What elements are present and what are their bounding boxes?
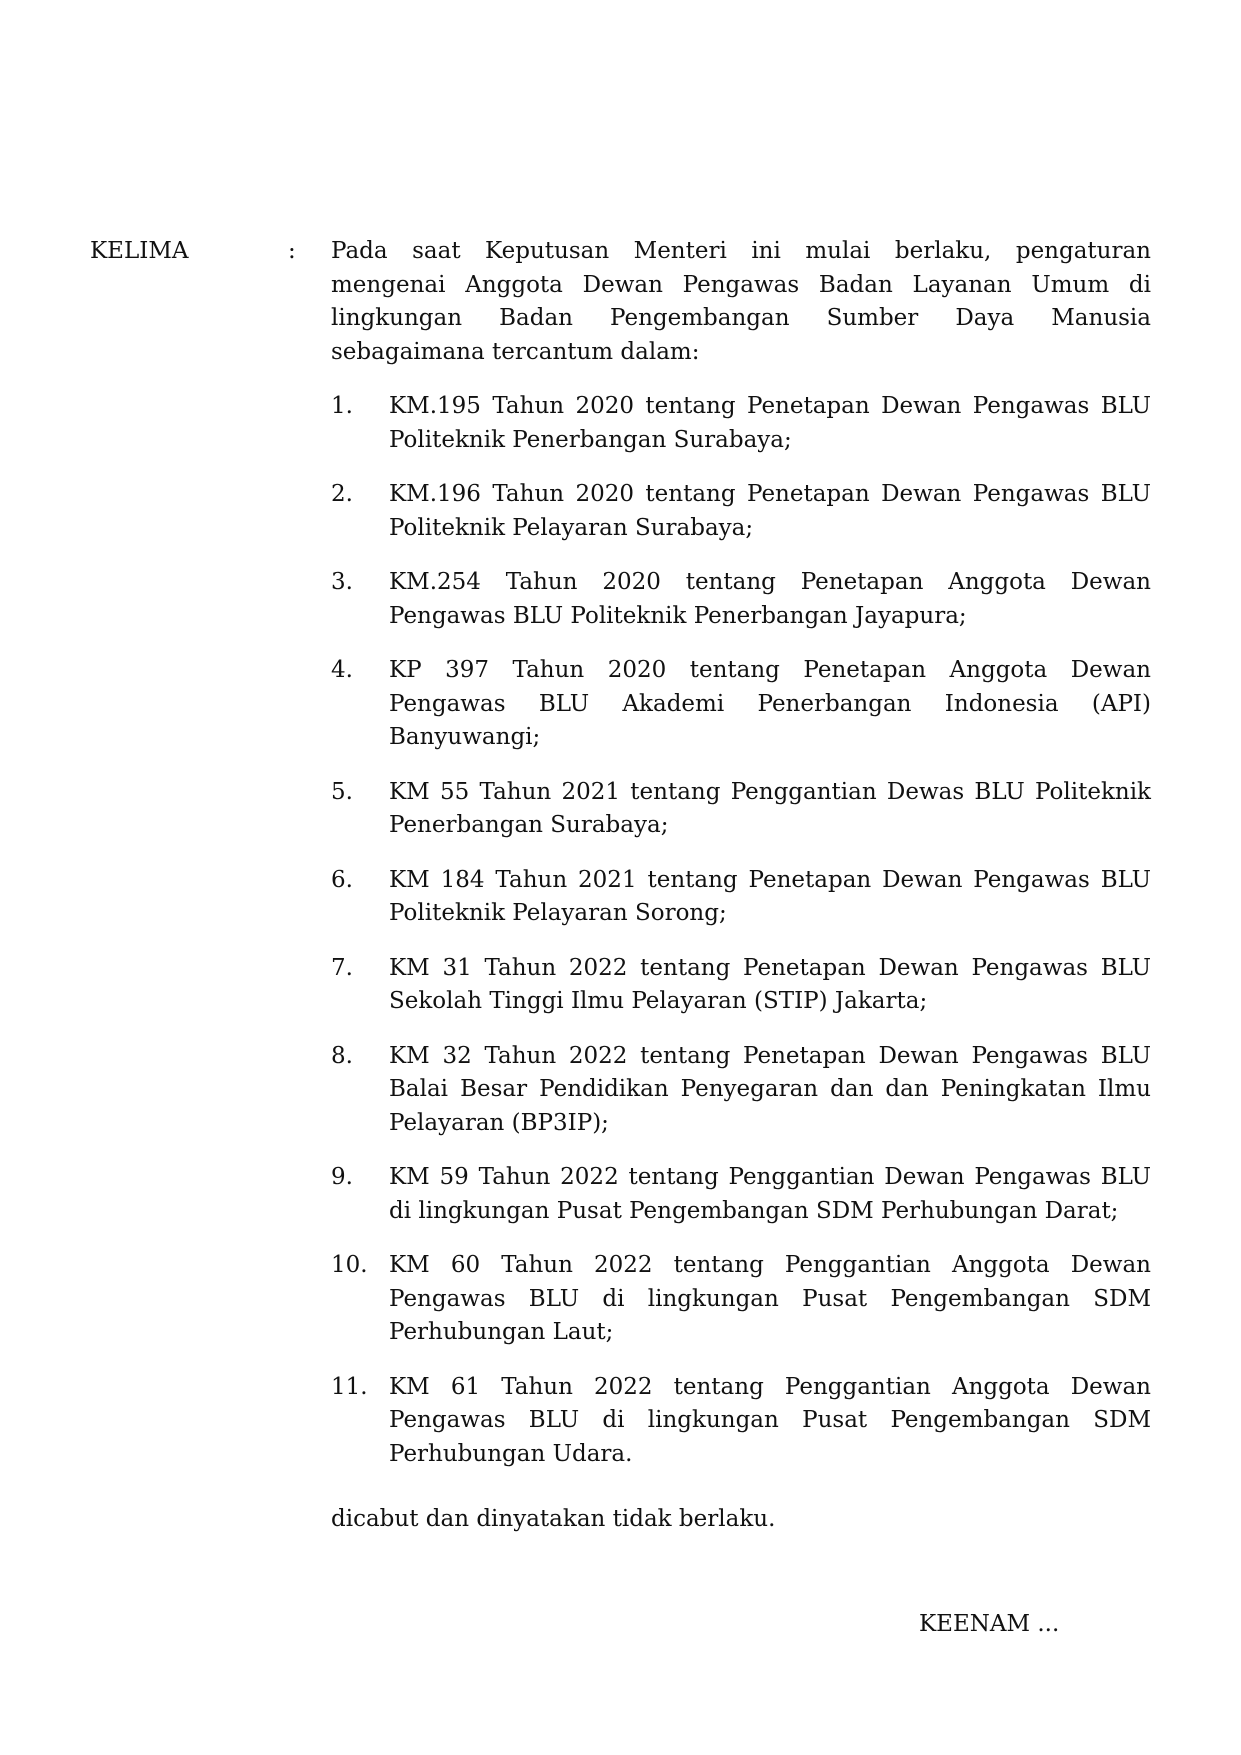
list-item — [331, 390, 1151, 457]
section-label: KELIMA — [90, 238, 189, 264]
list-item-number: 5. — [331, 778, 353, 805]
list-item-number: 9. — [331, 1164, 353, 1190]
list-item — [331, 1040, 1151, 1141]
list-item-text: KM 61 Tahun 2022 tentang Penggantian Anggota Dewan Pengawas BLU di lingkungan Pusat Pengembangan SDM Perhubungan Udara. — [389, 1373, 1151, 1467]
list-item — [331, 952, 1151, 1019]
list-item — [331, 478, 1151, 545]
list-item-number: 4. — [331, 657, 353, 683]
next-page-marker: KEENAM ... — [919, 1611, 1060, 1637]
section-closing: dicabut dan dinyatakan tidak berlaku. — [331, 1506, 776, 1532]
list-item-text: KM 31 Tahun 2022 tentang Penetapan Dewan Pengawas BLU Sekolah Tinggi Ilmu Pelayaran (STIP) Jakarta; — [389, 954, 1151, 1014]
list-item-number: 7. — [331, 954, 353, 981]
list-item-text: KM.196 Tahun 2020 tentang Penetapan Dewan Pengawas BLU Politeknik Pelayaran Surabaya; — [389, 481, 1151, 541]
list-item — [331, 654, 1151, 755]
list-item-number: 11. — [331, 1373, 368, 1400]
list-item — [331, 566, 1151, 633]
list-item-text: KM 32 Tahun 2022 tentang Penetapan Dewan Pengawas BLU Balai Besar Pendidikan Penyegaran dan dan Peningkatan Ilmu Pelayaran (BP3IP); — [389, 1042, 1151, 1136]
list-item-number: 6. — [331, 866, 353, 893]
list-item-number: 8. — [331, 1042, 353, 1069]
list-item-number: 3. — [331, 569, 353, 595]
list-item-text: KM 59 Tahun 2022 tentang Penggantian Dewan Pengawas BLU di lingkungan Pusat Pengembangan SDM Perhubungan Darat; — [389, 1164, 1151, 1224]
list-item-text: KM.195 Tahun 2020 tentang Penetapan Dewan Pengawas BLU Politeknik Penerbangan Surabaya; — [389, 393, 1151, 453]
list-item — [331, 776, 1151, 843]
list-item — [331, 1371, 1151, 1472]
list-item — [331, 1249, 1151, 1350]
list-item — [331, 1161, 1151, 1228]
list-item-text: KM 55 Tahun 2021 tentang Penggantian Dewas BLU Politeknik Penerbangan Surabaya; — [389, 778, 1151, 838]
list-item-text: KM 184 Tahun 2021 tentang Penetapan Dewan Pengawas BLU Politeknik Pelayaran Sorong; — [389, 866, 1151, 926]
section-intro: Pada saat Keputusan Menteri ini mulai berlaku, pengaturan mengenai Anggota Dewan Pengawas Badan Layanan Umum di lingkungan Badan Pengembangan Sumber Daya Manusia sebagaimana tercantum dalam: — [331, 238, 1151, 365]
list-item-text: KP 397 Tahun 2020 tentang Penetapan Anggota Dewan Pengawas BLU Akademi Penerbangan Indonesia (API) Banyuwangi; — [389, 657, 1151, 750]
list-item — [331, 864, 1151, 931]
section-body — [331, 235, 1151, 1537]
revoked-decrees-list — [331, 390, 1151, 1471]
list-item-number: 10. — [331, 1252, 368, 1278]
section-separator: : — [288, 238, 296, 264]
list-item-text: KM.254 Tahun 2020 tentang Penetapan Anggota Dewan Pengawas BLU Politeknik Penerbangan Jayapura; — [389, 569, 1151, 629]
list-item-number: 1. — [331, 393, 353, 419]
list-item-number: 2. — [331, 481, 353, 507]
list-item-text: KM 60 Tahun 2022 tentang Penggantian Anggota Dewan Pengawas BLU di lingkungan Pusat Pengembangan SDM Perhubungan Laut; — [389, 1252, 1151, 1345]
